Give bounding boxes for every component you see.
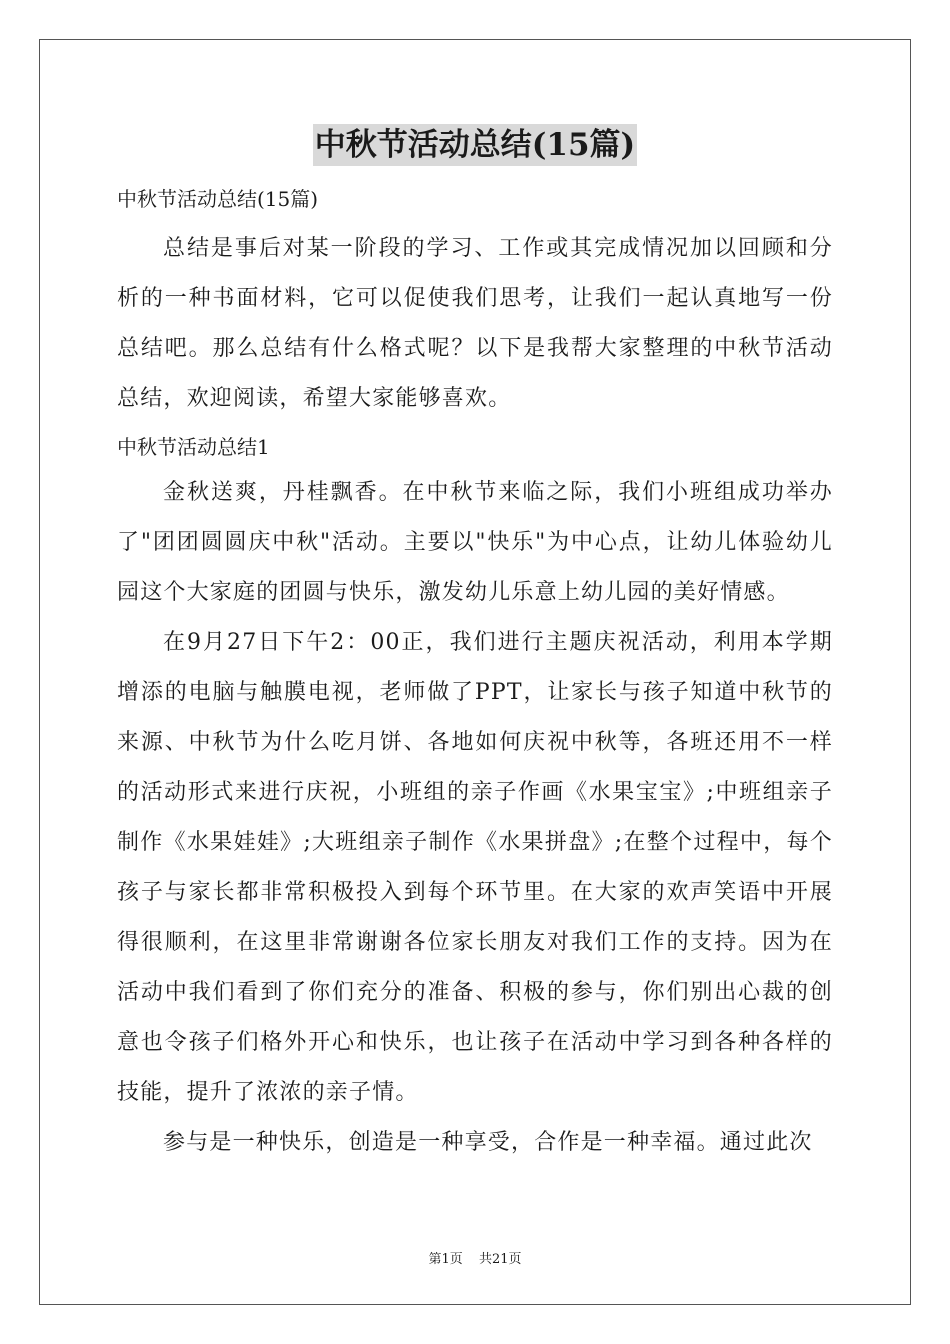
title-container (0, 124, 950, 166)
document-body (117, 178, 833, 1168)
body-paragraph-3: 参与是一种快乐，创造是一种享受，合作是一种幸福。通过此次 (163, 1130, 813, 1155)
body-paragraph-2: 在9月27日下午2：00正，我们进行主题庆祝活动，利用本学期增添的电脑与触膜电视，老师做了PPT，让家长与孩子知道中秋节的来源、中秋节为什么吃月饼、各地如何庆祝中秋等，各班还用不一样的活动形式来进行庆祝，小班组的亲子作画《水果宝宝》;中班组亲子制作《水果娃娃》;大班组亲子制作《水果拼盘》;在整个过程中，每个孩子与家长都非常积极投入到每个环节里。在大家的欢声笑语中开展得很顺利，在这里非常谢谢各位家长朋友对我们工作的支持。因为在活动中我们看到了你们充分的准备、积极的参与，你们别出心裁的创意也令孩子们格外开心和快乐，也让孩子在活动中学习到各种各样的技能，提升了浓浓的亲子情。 (117, 630, 833, 1105)
page-total: 共21页 (478, 1252, 522, 1267)
intro-paragraph: 总结是事后对某一阶段的学习、工作或其完成情况加以回顾和分析的一种书面材料，它可以促使我们思考，让我们一起认真地写一份总结吧。那么总结有什么格式呢？以下是我帮大家整理的中秋节活动总结，欢迎阅读，希望大家能够喜欢。 (117, 236, 833, 411)
document-title: 中秋节活动总结(15篇) (313, 124, 637, 166)
section-heading: 中秋节活动总结1 (117, 435, 270, 459)
document-subtitle: 中秋节活动总结(15篇) (117, 187, 319, 211)
body-paragraph-1: 金秋送爽，丹桂飘香。在中秋节来临之际，我们小班组成功举办了"团团圆圆庆中秋"活动。主要以"快乐"为中心点，让幼儿体验幼儿园这个大家庭的团圆与快乐，激发幼儿乐意上幼儿园的美好情感。 (117, 480, 833, 605)
page-number: 第1页 (428, 1252, 463, 1267)
page-footer (0, 1248, 950, 1267)
